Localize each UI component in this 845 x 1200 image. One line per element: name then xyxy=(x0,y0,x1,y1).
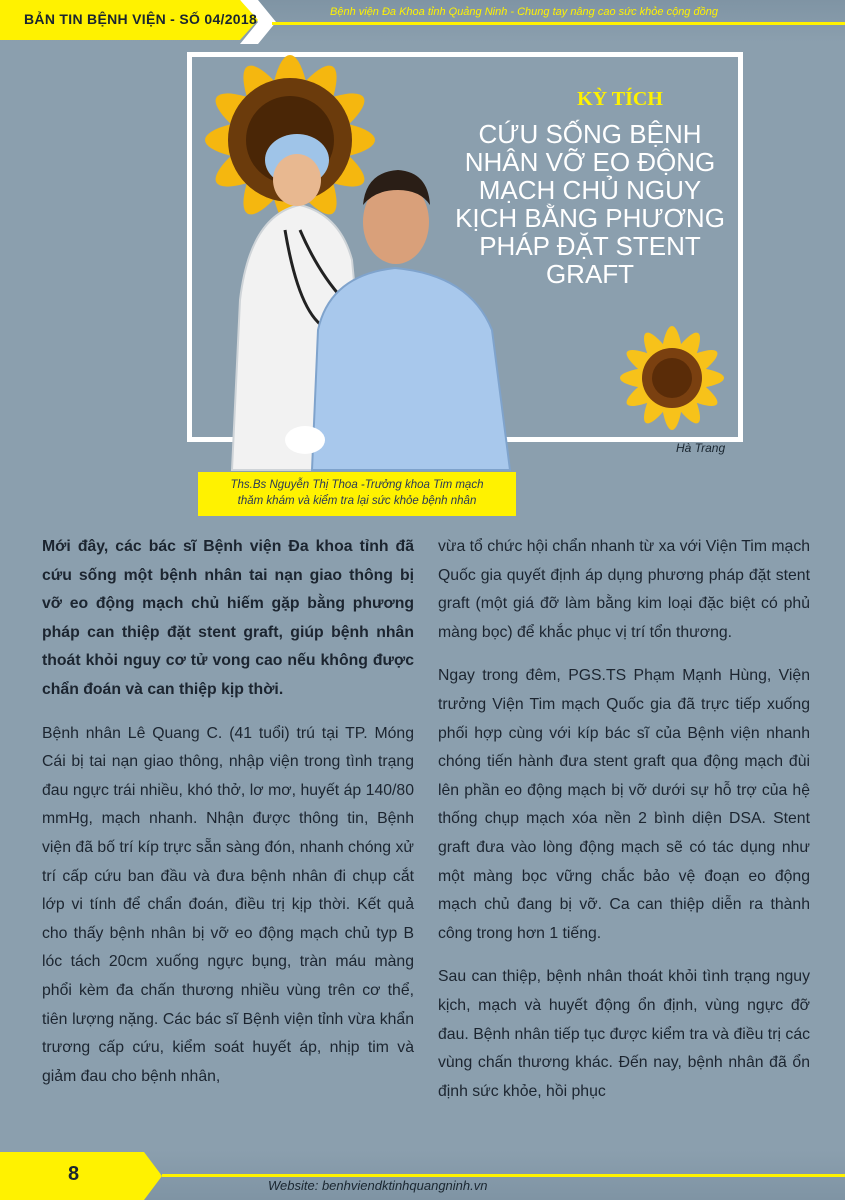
sunflower-small-image xyxy=(620,326,724,430)
page-number: 8 xyxy=(68,1163,80,1185)
footer-tab xyxy=(0,1152,162,1200)
article-paragraph: Bệnh nhân Lê Quang C. (41 tuổi) trú tại TP. Móng Cái bị tai nạn giao thông, nhập viện trong tình trạng đau ngực trái nhiều, khó thở, lơ mơ, huyết áp 140/80 mmHg, mạch nhanh. Nhận được thông tin, Bệnh viện đã bố trí kíp trực sẵn sàng đón, nhanh chóng xử trí cấp cứu ban đầu và đưa bệnh nhân đi chụp cắt lớp vi tính để chẩn đoán, điều trị kịp thời. Kết quả cho thấy bệnh nhân bị vỡ eo động mạch chủ typ B lóc tách 20cm xuống ngực bụng, tràn máu màng phổi kèm đa chấn thương nhiều vùng trên cơ thể, tiên lượng nặng. Các bác sĩ Bệnh viện tỉnh vừa khẩn trương cấp cứu, kiểm soát huyết áp, nhịp tim và giảm đau cho bệnh nhân, xyxy=(42,724,414,1085)
article-author: Hà Trang xyxy=(676,441,726,455)
article-lead: Mới đây, các bác sĩ Bệnh viện Đa khoa tỉnh đã cứu sống một bệnh nhân tai nạn giao thông bị vỡ eo động mạch chủ hiếm gặp bằng phương pháp can thiệp đặt stent graft, giúp bệnh nhân thoát khỏi nguy cơ tử vong cao nếu không được chẩn đoán và can thiệp kịp thời. xyxy=(42,538,414,698)
article-paragraph: Sau can thiệp, bệnh nhân thoát khỏi tình trạng nguy kịch, mạch và huyết động ổn định, vùng ngực đỡ đau. Bệnh nhân tiếp tục được kiểm tra và điều trị các vùng chấn thương khác. Đến nay, bệnh nhân đã ổn định sức khỏe, hồi phục xyxy=(438,968,810,1100)
newsletter-title: BẢN TIN BỆNH VIỆN - SỐ 04/2018 xyxy=(24,11,258,27)
article-paragraph: vừa tổ chức hội chẩn nhanh từ xa với Viện Tim mạch Quốc gia quyết định áp dụng phương pháp đặt stent graft (một giá đỡ làm bằng kim loại đặc biệt có phủ màng bọc) để khắc phục vị trí tổn thương. xyxy=(438,538,810,641)
hospital-slogan: Bệnh viện Đa Khoa tỉnh Quảng Ninh - Chung tay nâng cao sức khỏe cộng đồng xyxy=(330,6,718,18)
article-kicker: KỲ TÍCH xyxy=(577,88,663,110)
footer-rule xyxy=(162,1174,845,1177)
article-paragraph: Ngay trong đêm, PGS.TS Phạm Mạnh Hùng, Viện trưởng Viện Tim mạch Quốc gia đã trực tiếp xuống phối hợp cùng với kíp bác sĩ của Bệnh viện nhanh chóng tiến hành đưa stent graft qua động mạch đùi lên phần eo động mạch bị vỡ dưới sự hỗ trợ của hệ thống chụp mạch xóa nền 2 bình diện DSA. Stent graft đưa vào lòng động mạch sẽ có tác dụng như một màng bọc vững chắc bảo vệ đoạn eo động mạch chủ đang bị vỡ. Ca can thiệp diễn ra thành công trong hơn 1 tiếng. xyxy=(438,667,810,942)
website-link[interactable]: Website: benhviendktinhquangninh.vn xyxy=(268,1178,488,1193)
article-headline: CỨU SỐNG BỆNH NHÂN VỠ EO ĐỘNG MẠCH CHỦ NGUY KỊCH BẰNG PHƯƠNG PHÁP ĐẶT STENT GRAFT xyxy=(455,119,725,289)
article-column-left xyxy=(42,533,414,1106)
article-column-right xyxy=(438,533,810,1121)
photo-caption-line1: Ths.Bs Nguyễn Thị Thoa -Trưởng khoa Tim mạch xyxy=(230,479,484,491)
photo-caption xyxy=(198,472,516,516)
photo-caption-line2: thăm khám và kiểm tra lại sức khỏe bệnh nhân xyxy=(237,495,477,507)
